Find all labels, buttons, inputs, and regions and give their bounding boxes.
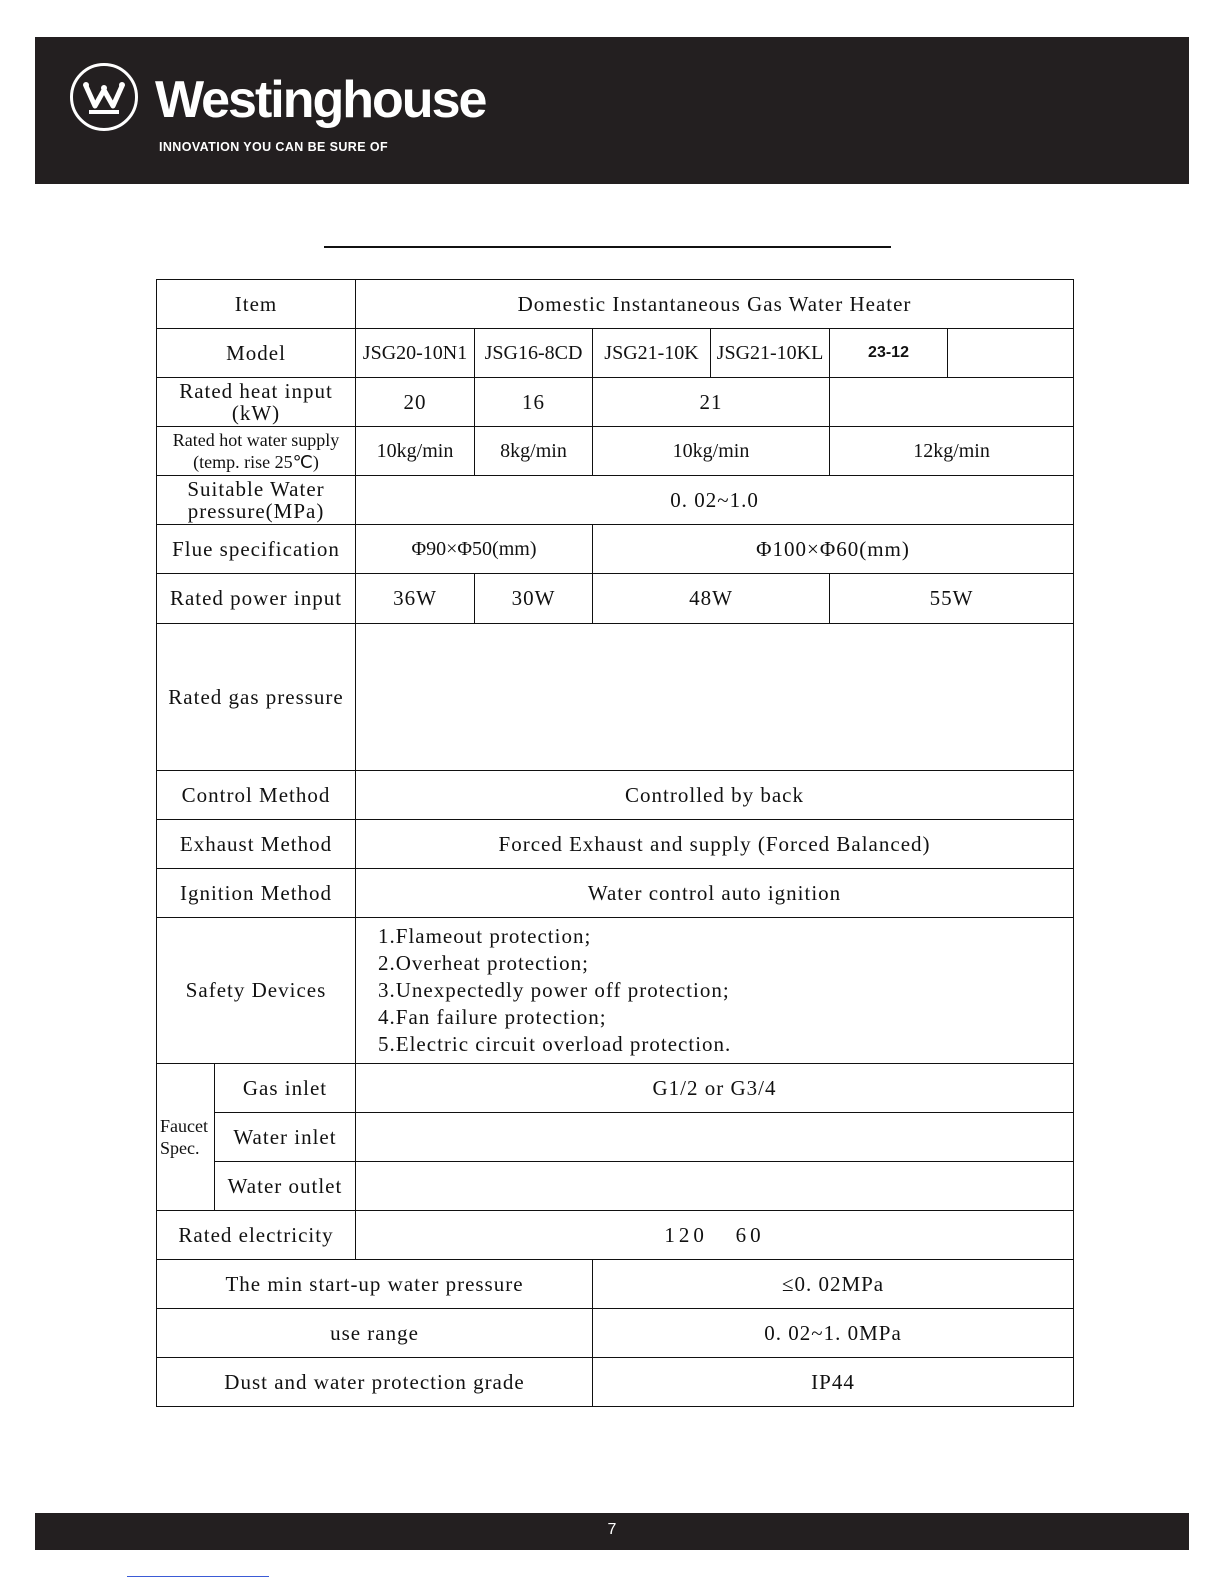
bottom-link-underline	[127, 1576, 269, 1577]
table-row	[157, 378, 1074, 427]
row-label-item: Item	[157, 280, 356, 329]
row-label-ignition: Ignition Method	[157, 869, 356, 918]
faucet-label-line2: Spec.	[160, 1138, 200, 1158]
model-cell: 23-12	[830, 329, 948, 378]
heat-input-cell: 16	[475, 378, 593, 427]
row-label-water-pressure	[157, 476, 356, 525]
row-label-safety: Safety Devices	[157, 918, 356, 1064]
safety-devices-list	[356, 918, 1074, 1064]
water-inlet-value	[356, 1113, 1074, 1162]
table-row	[157, 525, 1074, 574]
table-row	[157, 918, 1074, 1064]
heat-input-cell: 20	[356, 378, 475, 427]
table-row	[157, 820, 1074, 869]
brand-name: Westinghouse	[155, 71, 486, 129]
heat-input-cell: 21	[593, 378, 830, 427]
model-cell: JSG21-10KL	[711, 329, 830, 378]
use-range-value: 0. 02~1. 0MPa	[593, 1309, 1074, 1358]
safety-item: 5.Electric circuit overload protection.	[378, 1032, 732, 1056]
ignition-value: Water control auto ignition	[356, 869, 1074, 918]
row-label-grade: Dust and water protection grade	[157, 1358, 593, 1407]
water-outlet-value	[356, 1162, 1074, 1211]
model-cell: JSG20-10N1	[356, 329, 475, 378]
table-row	[157, 1064, 1074, 1113]
row-label-min-pressure: The min start-up water pressure	[157, 1260, 593, 1309]
min-pressure-value: ≤0. 02MPa	[593, 1260, 1074, 1309]
row-label-gas-pressure: Rated gas pressure	[157, 624, 356, 771]
exhaust-value: Forced Exhaust and supply (Forced Balanced)	[356, 820, 1074, 869]
row-label-model: Model	[157, 329, 356, 378]
power-cell: 36W	[356, 574, 475, 624]
safety-item: 2.Overheat protection;	[378, 951, 589, 975]
hot-water-cell: 10kg/min	[593, 427, 830, 476]
table-row	[157, 1162, 1074, 1211]
control-value: Controlled by back	[356, 771, 1074, 820]
row-label-faucet	[157, 1064, 215, 1211]
table-row	[157, 624, 1074, 771]
brand-tagline: INNOVATION YOU CAN BE SURE OF	[159, 140, 388, 154]
row-label-power: Rated power input	[157, 574, 356, 624]
power-cell: 55W	[830, 574, 1074, 624]
water-pressure-label-line1: Suitable Water	[187, 477, 325, 501]
hot-water-cell: 12kg/min	[830, 427, 1074, 476]
water-pressure-value: 0. 02~1.0	[356, 476, 1074, 525]
footer-bar	[35, 1513, 1189, 1550]
model-cell: JSG21-10K	[593, 329, 711, 378]
title-underline	[324, 246, 891, 248]
heat-input-label-line1: Rated heat input	[179, 379, 333, 403]
row-label-hot-water	[157, 427, 356, 476]
page-number: 7	[607, 1521, 617, 1538]
row-label-electricity: Rated electricity	[157, 1211, 356, 1260]
faucet-label-line1: Faucet	[160, 1116, 208, 1136]
table-row	[157, 574, 1074, 624]
table-row	[157, 427, 1074, 476]
table-row	[157, 280, 1074, 329]
row-label-control: Control Method	[157, 771, 356, 820]
table-row	[157, 1358, 1074, 1407]
safety-item: 3.Unexpectedly power off protection;	[378, 978, 730, 1002]
hot-water-cell: 8kg/min	[475, 427, 593, 476]
safety-item: 4.Fan failure protection;	[378, 1005, 607, 1029]
row-label-water-inlet: Water inlet	[215, 1113, 356, 1162]
water-pressure-label-line2: pressure(MPa)	[187, 499, 325, 523]
row-label-use-range: use range	[157, 1309, 593, 1358]
table-row	[157, 1260, 1074, 1309]
power-cell: 30W	[475, 574, 593, 624]
table-row	[157, 1211, 1074, 1260]
westinghouse-w-logo-icon	[70, 63, 138, 131]
safety-item: 1.Flameout protection;	[378, 924, 592, 948]
model-cell: JSG16-8CD	[475, 329, 593, 378]
table-row	[157, 869, 1074, 918]
gas-pressure-value	[356, 624, 1074, 771]
table-row	[157, 1309, 1074, 1358]
flue-cell: Φ100×Φ60(mm)	[593, 525, 1074, 574]
spec-table	[156, 279, 1074, 1407]
model-cell	[948, 329, 1074, 378]
table-row	[157, 1113, 1074, 1162]
row-label-gas-inlet: Gas inlet	[215, 1064, 356, 1113]
table-row	[157, 329, 1074, 378]
row-label-exhaust: Exhaust Method	[157, 820, 356, 869]
table-row	[157, 771, 1074, 820]
grade-value: IP44	[593, 1358, 1074, 1407]
hot-water-label-line1: Rated hot water supply	[172, 430, 340, 450]
hot-water-label-line2: (temp. rise 25℃)	[193, 452, 319, 472]
row-label-flue: Flue specification	[157, 525, 356, 574]
electricity-value: 120 60	[356, 1211, 1074, 1260]
power-cell: 48W	[593, 574, 830, 624]
gas-inlet-value: G1/2 or G3/4	[356, 1064, 1074, 1113]
hot-water-cell: 10kg/min	[356, 427, 475, 476]
item-value: Domestic Instantaneous Gas Water Heater	[356, 280, 1074, 329]
table-row	[157, 476, 1074, 525]
heat-input-cell	[830, 378, 1074, 427]
heat-input-label-line2: (kW)	[231, 401, 281, 425]
row-label-heat-input	[157, 378, 356, 427]
row-label-water-outlet: Water outlet	[215, 1162, 356, 1211]
flue-cell: Φ90×Φ50(mm)	[356, 525, 593, 574]
